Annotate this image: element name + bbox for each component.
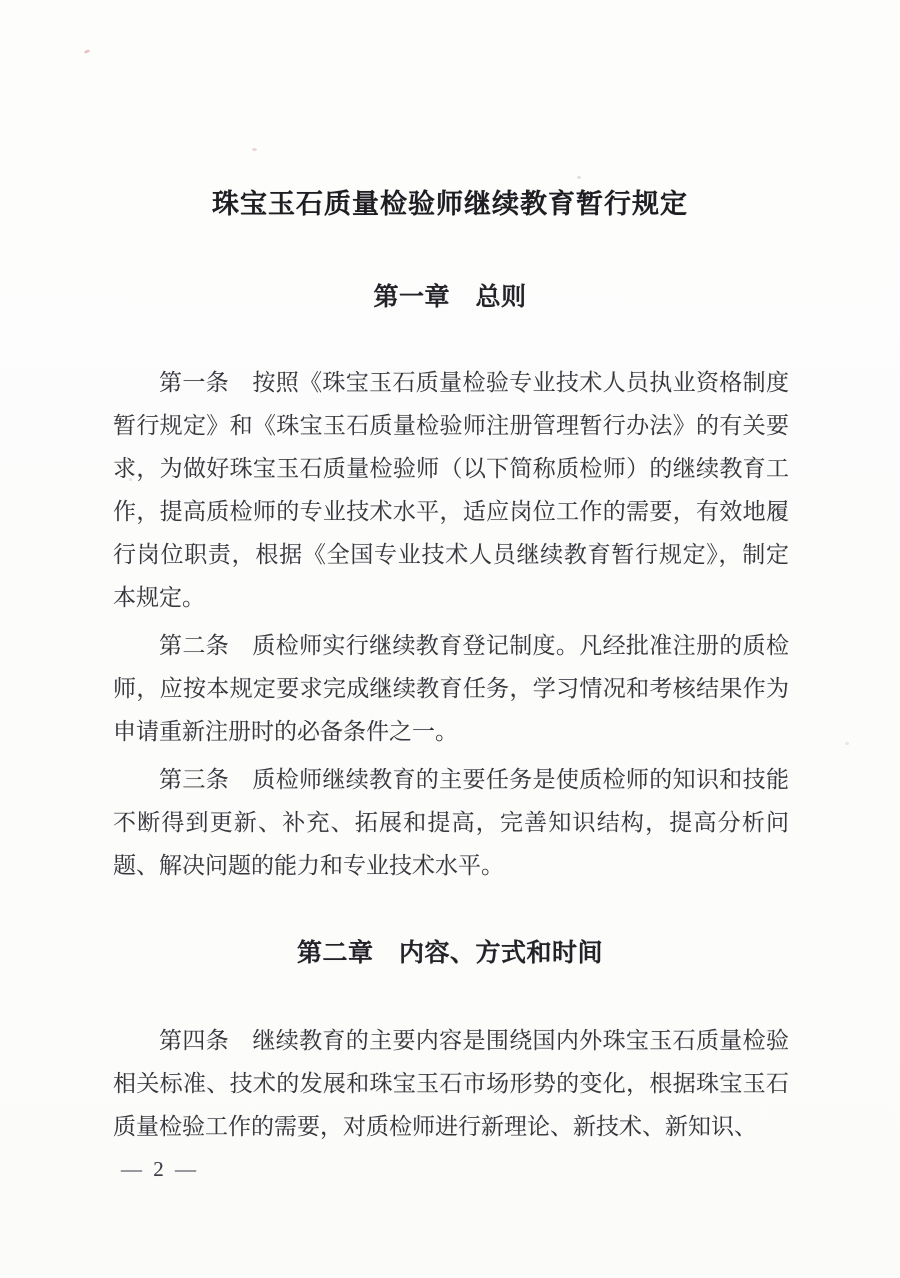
chapter-1-heading: 第一章 总则 [373,283,527,311]
scan-speck [252,148,257,151]
chapter-1-body [113,361,789,887]
paragraph-article-2: 第二条 质检师实行继续教育登记制度。凡经批准注册的质检师，应按本规定要求完成继续教育任务，学习情况和考核结果作为申请重新注册时的必备条件之一。 [113,633,789,744]
chapter-2-heading: 第二章 内容、方式和时间 [296,939,603,967]
paragraph-article-3: 第三条 质检师继续教育的主要任务是使质检师的知识和技能不断得到更新、补充、拓展和提高，完善知识结构，提高分析问题、解决问题的能力和专业技术水平。 [113,767,789,878]
page-number: — 2 — [121,1157,199,1181]
chapter-2-body [113,1019,789,1148]
scan-speck [84,49,91,54]
paragraph-article-4: 第四条 继续教育的主要内容是围绕国内外珠宝玉石质量检验相关标准、技术的发展和珠宝玉石市场形势的变化，根据珠宝玉石质量检验工作的需要，对质检师进行新理论、新技术、新知识、 [113,1028,789,1139]
scan-speck [845,742,849,745]
document-title: 珠宝玉石质量检验师继续教育暂行规定 [212,189,688,219]
scan-speck [577,176,581,179]
paragraph-article-1: 第一条 按照《珠宝玉石质量检验专业技术人员执业资格制度暂行规定》和《珠宝玉石质量检验师注册管理暂行办法》的有关要求，为做好珠宝玉石质量检验师（以下简称质检师）的继续教育工作，提高质检师的专业技术水平，适应岗位工作的需要，有效地履行岗位职责，根据《全国专业技术人员继续教育暂行规定》，制定本规定。 [113,370,789,610]
